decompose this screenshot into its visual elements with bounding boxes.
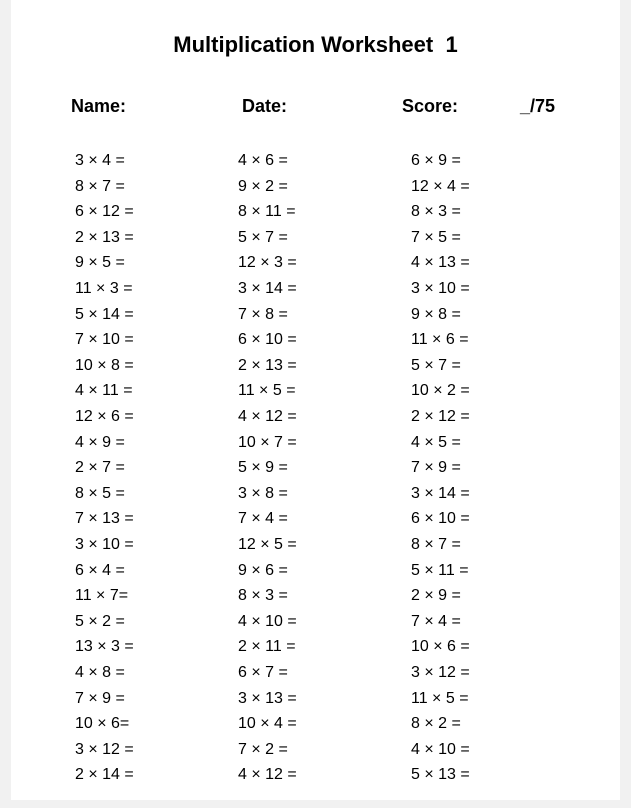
- problem-item: 6 × 7 =: [238, 664, 288, 681]
- problem-item: 4 × 10 =: [411, 741, 470, 758]
- problem-item: 11 × 5 =: [238, 382, 296, 399]
- problem-item: 9 × 8 =: [411, 306, 461, 323]
- problem-item: 8 × 7 =: [411, 536, 461, 553]
- problem-item: 6 × 10 =: [411, 510, 470, 527]
- problem-item: 4 × 11 =: [75, 382, 133, 399]
- score-total: _/75: [520, 96, 556, 116]
- score-label: Score:: [402, 96, 459, 116]
- problem-item: 6 × 9 =: [411, 152, 461, 169]
- problem-item: 5 × 7 =: [411, 357, 461, 374]
- problem-item: 2 × 7 =: [75, 459, 125, 476]
- problem-item: 5 × 11 =: [411, 562, 469, 579]
- problem-item: 2 × 9 =: [411, 587, 461, 604]
- problem-item: 5 × 14 =: [75, 306, 134, 323]
- problem-item: 2 × 13 =: [75, 229, 134, 246]
- problem-item: 12 × 4 =: [411, 178, 470, 195]
- problem-item: 4 × 6 =: [238, 152, 288, 169]
- problem-item: 3 × 12 =: [75, 741, 134, 758]
- problem-item: 6 × 10 =: [238, 331, 297, 348]
- problem-item: 8 × 11 =: [238, 203, 296, 220]
- problem-item: 10 × 6=: [75, 715, 130, 732]
- problem-item: 11 × 3 =: [75, 280, 133, 297]
- problem-item: 7 × 8 =: [238, 306, 288, 323]
- problem-item: 7 × 9 =: [411, 459, 461, 476]
- problem-item: 7 × 4 =: [238, 510, 288, 527]
- problem-item: 9 × 6 =: [238, 562, 288, 579]
- problem-item: 4 × 10 =: [238, 613, 297, 630]
- problem-item: 7 × 9 =: [75, 690, 125, 707]
- problem-item: 3 × 12 =: [411, 664, 470, 681]
- problem-item: 7 × 4 =: [411, 613, 461, 630]
- problem-item: 3 × 13 =: [238, 690, 297, 707]
- problem-item: 12 × 6 =: [75, 408, 134, 425]
- problem-item: 5 × 2 =: [75, 613, 125, 630]
- problem-item: 8 × 5 =: [75, 485, 125, 502]
- problem-item: 3 × 14 =: [411, 485, 470, 502]
- name-label: Name:: [71, 96, 127, 116]
- problem-item: 5 × 9 =: [238, 459, 288, 476]
- problem-item: 4 × 9 =: [75, 434, 125, 451]
- problem-item: 4 × 12 =: [238, 766, 297, 783]
- problem-item: 3 × 10 =: [411, 280, 470, 297]
- problem-item: 3 × 4 =: [75, 152, 125, 169]
- problem-item: 2 × 14 =: [75, 766, 134, 783]
- problem-item: 12 × 5 =: [238, 536, 297, 553]
- problem-item: 4 × 5 =: [411, 434, 461, 451]
- problem-item: 8 × 3 =: [238, 587, 288, 604]
- problem-item: 6 × 4 =: [75, 562, 125, 579]
- problem-item: 7 × 5 =: [411, 229, 461, 246]
- problem-item: 3 × 14 =: [238, 280, 297, 297]
- problem-item: 5 × 7 =: [238, 229, 288, 246]
- problem-item: 9 × 5 =: [75, 254, 125, 271]
- problem-item: 9 × 2 =: [238, 178, 288, 195]
- problem-item: 11 × 7=: [75, 587, 129, 604]
- problem-item: 10 × 2 =: [411, 382, 470, 399]
- problem-item: 3 × 10 =: [75, 536, 134, 553]
- problem-item: 3 × 8 =: [238, 485, 288, 502]
- problem-item: 12 × 3 =: [238, 254, 297, 271]
- problem-item: 2 × 11 =: [238, 638, 296, 655]
- problem-item: 8 × 3 =: [411, 203, 461, 220]
- problem-item: 7 × 10 =: [75, 331, 134, 348]
- problem-item: 11 × 5 =: [411, 690, 469, 707]
- problem-item: 10 × 6 =: [411, 638, 470, 655]
- problem-item: 7 × 13 =: [75, 510, 134, 527]
- problem-item: 4 × 8 =: [75, 664, 125, 681]
- problem-item: 5 × 13 =: [411, 766, 470, 783]
- problem-item: 7 × 2 =: [238, 741, 288, 758]
- problem-item: 4 × 12 =: [238, 408, 297, 425]
- date-label: Date:: [242, 96, 288, 116]
- problem-item: 8 × 2 =: [411, 715, 461, 732]
- problem-item: 10 × 7 =: [238, 434, 297, 451]
- problem-item: 10 × 4 =: [238, 715, 297, 732]
- problem-item: 13 × 3 =: [75, 638, 134, 655]
- problem-item: 2 × 12 =: [411, 408, 470, 425]
- page-title: Multiplication Worksheet 1: [173, 32, 458, 57]
- problem-item: 2 × 13 =: [238, 357, 297, 374]
- problem-item: 11 × 6 =: [411, 331, 469, 348]
- problem-item: 8 × 7 =: [75, 178, 125, 195]
- problem-item: 6 × 12 =: [75, 203, 134, 220]
- problem-item: 4 × 13 =: [411, 254, 470, 271]
- problem-item: 10 × 8 =: [75, 357, 134, 374]
